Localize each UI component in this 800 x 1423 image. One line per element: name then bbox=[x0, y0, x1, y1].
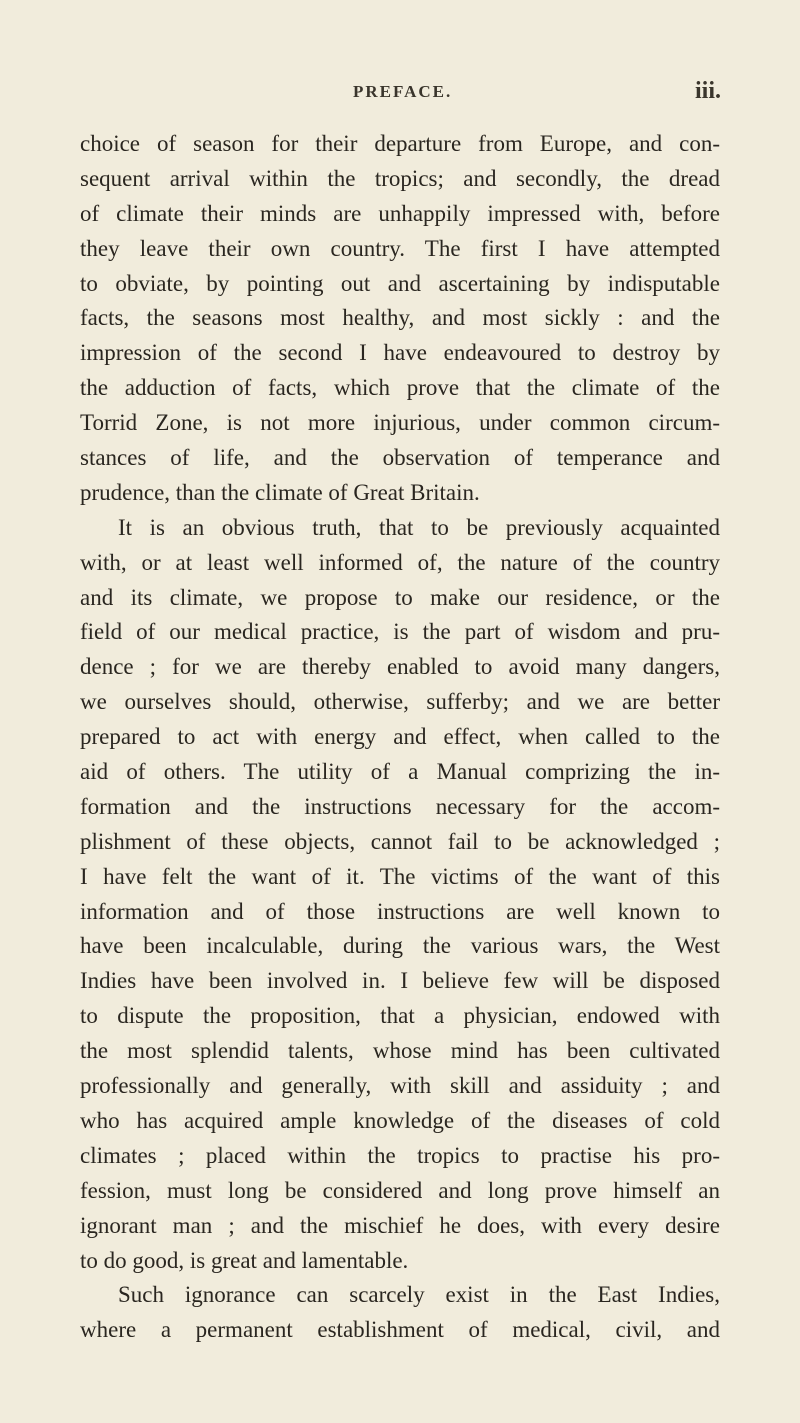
text-line: professionally and generally, with skill and assiduity ; and bbox=[80, 1073, 720, 1099]
running-head: PREFACE. bbox=[353, 82, 453, 101]
text-line: they leave their own country. The first I have attempted bbox=[80, 235, 720, 261]
text-line: climates ; placed within the tropics to practise his pro- bbox=[80, 1142, 720, 1168]
text-line: It is an obvious truth, that to be previously acquainted bbox=[118, 514, 720, 540]
text-line: Such ignorance can scarcely exist in the East Indies, bbox=[118, 1282, 720, 1308]
text-line: prudence, than the climate of Great Britain. bbox=[80, 479, 480, 505]
text-line: with, or at least well informed of, the nature of the country bbox=[80, 549, 720, 575]
text-line: prepared to act with energy and effect, when called to the bbox=[80, 724, 720, 750]
text-line: the most splendid talents, whose mind has been cultivated bbox=[80, 1038, 720, 1064]
text-line: the adduction of facts, which prove that the climate of the bbox=[80, 375, 720, 401]
text-line: and its climate, we propose to make our residence, or the bbox=[80, 584, 720, 610]
text-line: who has acquired ample knowledge of the diseases of cold bbox=[80, 1107, 720, 1133]
text-line: have been incalculable, during the various wars, the West bbox=[80, 933, 720, 959]
text-line: formation and the instructions necessary for the accom- bbox=[80, 793, 720, 819]
text-line: ignorant man ; and the mischief he does, with every desire bbox=[80, 1212, 720, 1238]
page-number: iii. bbox=[695, 78, 722, 104]
text-line: impression of the second I have endeavoured to destroy by bbox=[80, 340, 720, 366]
text-line: to do good, is great and lamentable. bbox=[80, 1247, 409, 1273]
text-line: to dispute the proposition, that a physician, endowed with bbox=[80, 1003, 720, 1029]
text-line: to obviate, by pointing out and ascertaining by indisputable bbox=[80, 270, 720, 296]
text-line: dence ; for we are thereby enabled to avoid many dangers, bbox=[80, 654, 720, 680]
text-line: aid of others. The utility of a Manual comprizing the in- bbox=[80, 759, 720, 785]
text-line: facts, the seasons most healthy, and most sickly : and the bbox=[80, 305, 720, 331]
text-line: choice of season for their departure from Europe, and con- bbox=[80, 131, 720, 156]
text-line: where a permanent establishment of medical, civil, and bbox=[80, 1317, 720, 1343]
text-line: Indies have been involved in. I believe few will be disposed bbox=[80, 968, 720, 994]
text-line: Torrid Zone, is not more injurious, under common circum- bbox=[80, 410, 720, 436]
text-line: I have felt the want of it. The victims of the want of this bbox=[80, 863, 720, 889]
body-text bbox=[80, 127, 720, 1348]
text-line: sequent arrival within the tropics; and secondly, the dread bbox=[80, 165, 720, 191]
page-header bbox=[0, 78, 800, 112]
text-line: field of our medical practice, is the part of wisdom and pru- bbox=[80, 619, 720, 645]
text-line: fession, must long be considered and long prove himself an bbox=[80, 1177, 720, 1203]
text-line: we ourselves should, otherwise, sufferby; and we are better bbox=[80, 689, 720, 715]
text-line: of climate their minds are unhappily impressed with, before bbox=[80, 200, 720, 226]
text-line: information and of those instructions are well known to bbox=[80, 898, 720, 924]
text-line: plishment of these objects, cannot fail to be acknowledged ; bbox=[80, 828, 720, 854]
text-line: stances of life, and the observation of temperance and bbox=[80, 445, 720, 471]
